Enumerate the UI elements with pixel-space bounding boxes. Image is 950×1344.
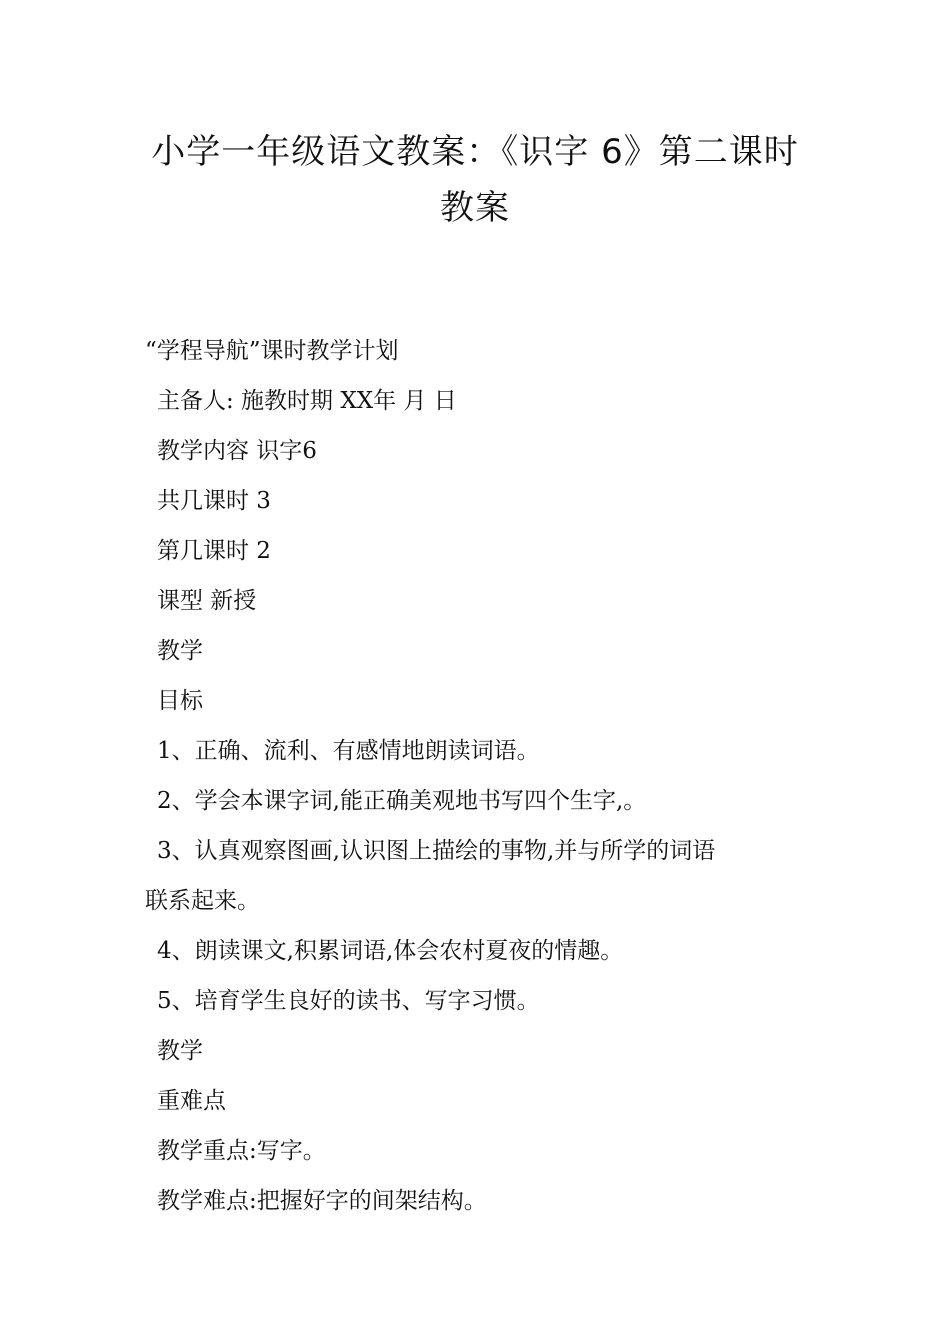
plan-heading: “学程导航”课时教学计划 <box>145 338 399 364</box>
key-points-label-2: 重难点 <box>157 1088 226 1114</box>
objectives-label-1: 教学 <box>157 638 203 664</box>
objective-item-3: 3、认真观察图画,认识图上描绘的事物,并与所学的词语 <box>157 838 716 864</box>
objective-item-3-continued: 联系起来。 <box>145 888 260 914</box>
document-body <box>145 326 815 1226</box>
title-line-2: 教案 <box>440 188 510 228</box>
objective-item-4: 4、朗读课文,积累词语,体会农村夏夜的情趣。 <box>157 938 624 964</box>
objectives-label-2: 目标 <box>157 688 203 714</box>
preparer-line: 主备人: 施教时期 XX年 月 日 <box>157 388 457 414</box>
lesson-number-line: 第几课时 2 <box>157 538 271 564</box>
objective-item-2: 2、学会本课字词,能正确美观地书写四个生字,。 <box>157 788 647 814</box>
lesson-type-line: 课型 新授 <box>157 588 257 614</box>
key-point-line: 教学重点:写字。 <box>157 1138 326 1164</box>
document-title <box>100 124 850 236</box>
title-line-1: 小学一年级语文教案：《识字 6》第二课时 <box>151 132 799 172</box>
objective-item-1: 1、正确、流利、有感情地朗读词语。 <box>157 738 540 764</box>
difficult-point-line: 教学难点:把握好字的间架结构。 <box>157 1188 487 1214</box>
key-points-label-1: 教学 <box>157 1038 203 1064</box>
content-line: 教学内容 识字6 <box>157 438 317 464</box>
objective-item-5: 5、培育学生良好的读书、写字习惯。 <box>157 988 540 1014</box>
total-lessons-line: 共几课时 3 <box>157 488 271 514</box>
